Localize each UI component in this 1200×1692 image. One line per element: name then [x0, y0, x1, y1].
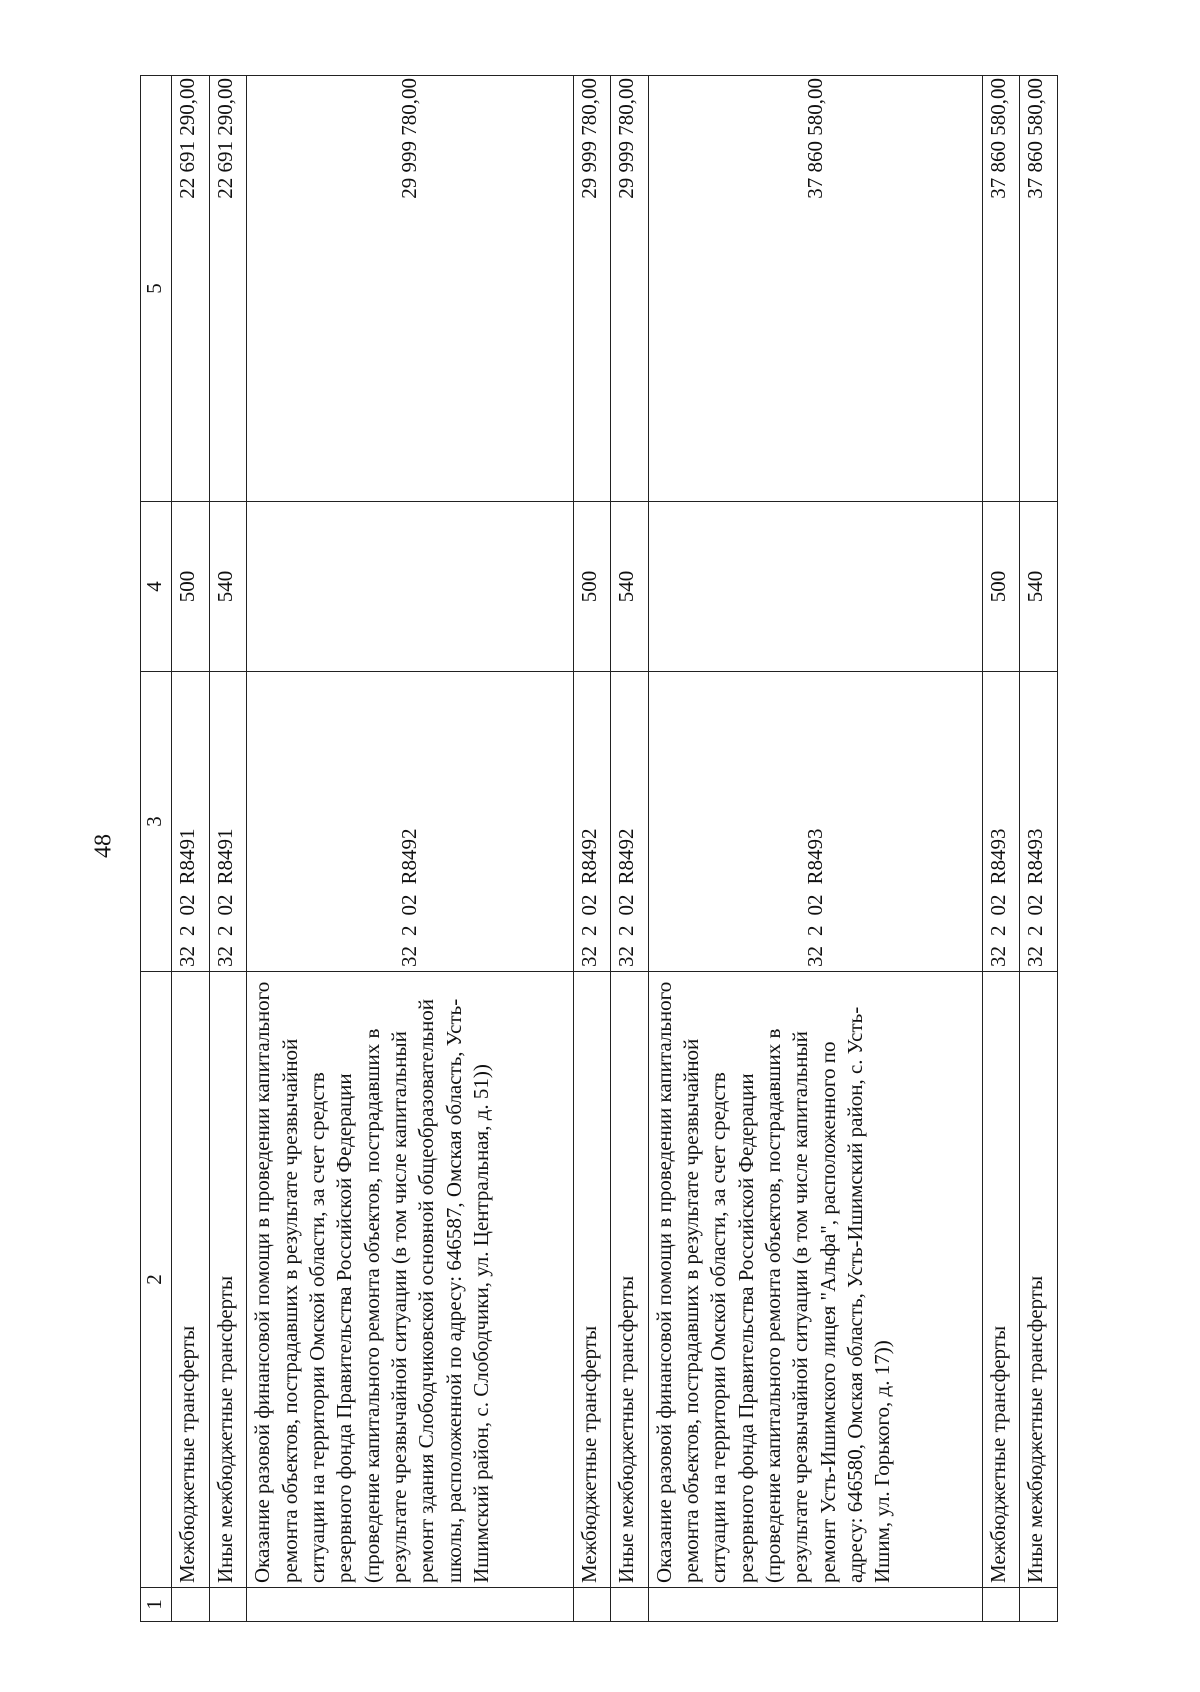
cell-row-number	[209, 1588, 247, 1622]
cell-description: Межбюджетные трансферты	[982, 972, 1020, 1588]
header-cell: 3	[141, 672, 172, 972]
cell-description: Межбюджетные трансферты	[172, 972, 210, 1588]
table-row	[982, 76, 1020, 1622]
cell-classification-code	[1020, 672, 1058, 972]
cell-row-number	[648, 1588, 982, 1622]
cell-classification-code	[209, 672, 247, 972]
cell-row-number	[611, 1588, 649, 1622]
code-part: 2	[397, 925, 422, 936]
cell-expense-type	[247, 502, 573, 672]
header-cell: 1	[141, 1588, 172, 1622]
cell-amount: 22 691 290,00	[209, 76, 247, 502]
table-row	[648, 76, 982, 1622]
code-part: 02	[802, 894, 827, 916]
code-part: R8491	[175, 828, 200, 885]
header-cell: 5	[141, 76, 172, 502]
cell-expense-type: 500	[982, 502, 1020, 672]
code-part: R8493	[985, 828, 1010, 885]
cell-description: Оказание разовой финансовой помощи в проведении капитального ремонта объектов, пострадавших в результате чрезвычайной ситуации на территории Омской области, за счет средств резервного фонда Правительства Российской Федерации (проведение капитального ремонта объектов, пострадавших в результате чрезвычайной ситуации (в том числе капитальный ремонт Усть-Ишимского лицея "Альфа", расположенного по адресу: 646580, Омская область, Усть-Ишимский район, с. Усть-Ишим, ул. Горького, д. 17))	[648, 972, 982, 1588]
header-cell: 4	[141, 502, 172, 672]
cell-row-number	[982, 1588, 1020, 1622]
cell-expense-type: 540	[1020, 502, 1058, 672]
code-part: 2	[175, 925, 200, 936]
cell-description: Иные межбюджетные трансферты	[611, 972, 649, 1588]
cell-description: Иные межбюджетные трансферты	[209, 972, 247, 1588]
cell-expense-type: 500	[172, 502, 210, 672]
code-part: 32	[1023, 946, 1048, 967]
cell-classification-code	[611, 672, 649, 972]
table-row	[172, 76, 210, 1622]
code-part: 02	[614, 894, 639, 916]
code-part: 02	[576, 894, 601, 916]
cell-amount: 37 860 580,00	[1020, 76, 1058, 502]
code-part: R8493	[802, 828, 827, 885]
code-part: 32	[397, 946, 422, 967]
cell-amount: 22 691 290,00	[172, 76, 210, 502]
cell-row-number	[172, 1588, 210, 1622]
cell-expense-type	[648, 502, 982, 672]
code-part: 2	[576, 925, 601, 936]
code-part: 32	[576, 946, 601, 967]
header-cell: 2	[141, 972, 172, 1588]
code-part: 32	[802, 946, 827, 967]
cell-description: Оказание разовой финансовой помощи в проведении капитального ремонта объектов, пострадавших в результате чрезвычайной ситуации на территории Омской области, за счет средств резервного фонда Правительства Российской Федерации (проведение капитального ремонта объектов, пострадавших в результате чрезвычайной ситуации (в том числе капитальный ремонт здания Слободчиковской основной общеобразовательной школы, расположенной по адресу: 646587, Омская область, Усть-Ишимский район, с. Слободчики, ул. Центральная, д. 51))	[247, 972, 573, 1588]
cell-classification-code	[172, 672, 210, 972]
cell-classification-code	[648, 672, 982, 972]
code-part: 2	[985, 925, 1010, 936]
cell-amount: 29 999 780,00	[573, 76, 611, 502]
code-part: 32	[614, 946, 639, 967]
page-number-text: 48	[90, 834, 117, 858]
code-part: 32	[212, 946, 237, 967]
cell-amount: 29 999 780,00	[247, 76, 573, 502]
code-part: 02	[212, 894, 237, 916]
code-part: R8492	[614, 828, 639, 885]
code-part: 32	[175, 946, 200, 967]
table-row	[573, 76, 611, 1622]
budget-table-wrapper	[140, 76, 1058, 1622]
cell-amount: 37 860 580,00	[982, 76, 1020, 502]
code-part: 02	[397, 894, 422, 916]
table-row	[247, 76, 573, 1622]
cell-description: Иные межбюджетные трансферты	[1020, 972, 1058, 1588]
cell-expense-type: 540	[209, 502, 247, 672]
code-part: R8491	[212, 828, 237, 885]
cell-row-number	[573, 1588, 611, 1622]
code-part: R8492	[397, 828, 422, 885]
code-part: 32	[985, 946, 1010, 967]
code-part: 02	[1023, 894, 1048, 916]
cell-classification-code	[982, 672, 1020, 972]
code-part: 2	[802, 925, 827, 936]
cell-expense-type: 540	[611, 502, 649, 672]
table-header-row	[141, 76, 172, 1622]
code-part: R8492	[576, 828, 601, 885]
code-part: 02	[985, 894, 1010, 916]
cell-classification-code	[247, 672, 573, 972]
code-part: 2	[1023, 925, 1048, 936]
code-part: 02	[175, 894, 200, 916]
cell-amount: 37 860 580,00	[648, 76, 982, 502]
cell-description: Межбюджетные трансферты	[573, 972, 611, 1588]
code-part: 2	[212, 925, 237, 936]
cell-classification-code	[573, 672, 611, 972]
code-part: R8493	[1023, 828, 1048, 885]
table-row	[611, 76, 649, 1622]
cell-amount: 29 999 780,00	[611, 76, 649, 502]
table-row	[209, 76, 247, 1622]
budget-table	[140, 75, 1058, 1622]
table-row	[1020, 76, 1058, 1622]
cell-row-number	[247, 1588, 573, 1622]
cell-expense-type: 500	[573, 502, 611, 672]
cell-row-number	[1020, 1588, 1058, 1622]
code-part: 2	[614, 925, 639, 936]
